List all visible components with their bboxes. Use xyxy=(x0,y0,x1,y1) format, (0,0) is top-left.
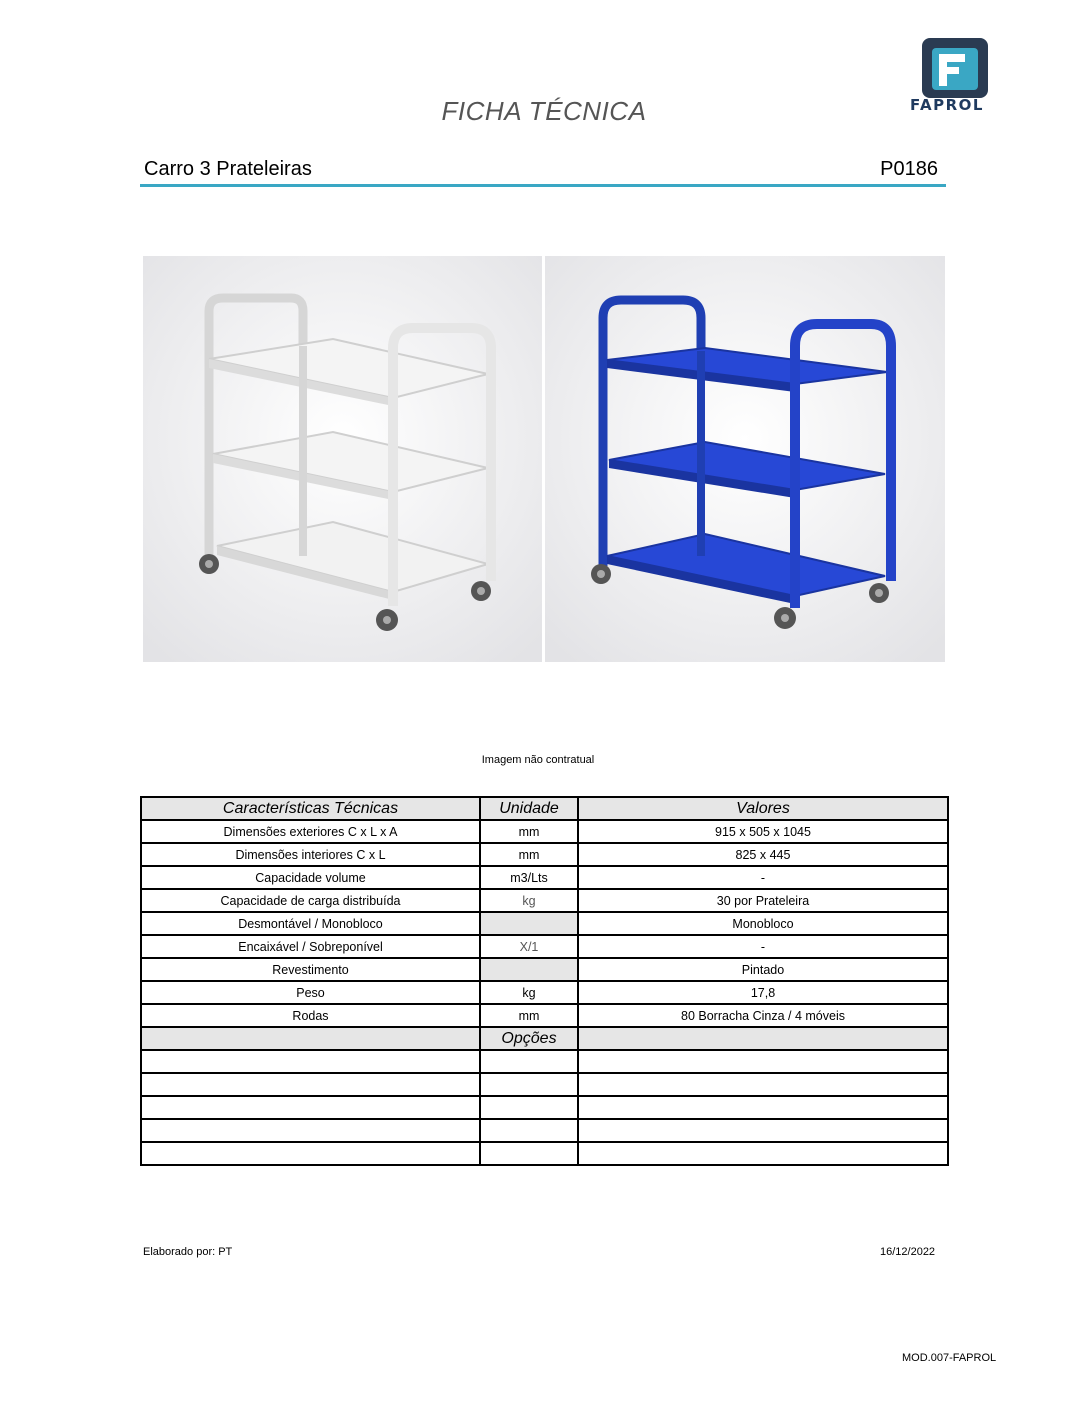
table-row xyxy=(141,935,948,958)
row-label: Dimensões interiores C x L xyxy=(141,843,480,866)
table-row xyxy=(141,912,948,935)
row-value: 80 Borracha Cinza / 4 móveis xyxy=(578,1004,948,1027)
row-value: - xyxy=(578,866,948,889)
options-empty-row xyxy=(141,1119,948,1142)
table-row xyxy=(141,1004,948,1027)
row-unit xyxy=(480,958,578,981)
options-empty-row xyxy=(141,1073,948,1096)
empty-cell xyxy=(578,1119,948,1142)
row-label: Desmontável / Monobloco xyxy=(141,912,480,935)
options-header-left xyxy=(141,1027,480,1050)
empty-cell xyxy=(141,1073,480,1096)
empty-cell xyxy=(480,1119,578,1142)
table-row xyxy=(141,843,948,866)
row-label: Revestimento xyxy=(141,958,480,981)
row-label: Capacidade volume xyxy=(141,866,480,889)
row-unit: m3/Lts xyxy=(480,866,578,889)
options-header-row xyxy=(141,1027,948,1050)
row-value: 17,8 xyxy=(578,981,948,1004)
row-unit: X/1 xyxy=(480,935,578,958)
empty-cell xyxy=(578,1142,948,1165)
options-empty-row xyxy=(141,1096,948,1119)
empty-cell xyxy=(578,1073,948,1096)
empty-cell xyxy=(141,1050,480,1073)
product-name: Carro 3 Prateleiras xyxy=(144,158,312,180)
options-empty-row xyxy=(141,1050,948,1073)
row-unit: mm xyxy=(480,1004,578,1027)
prepared-by: Elaborado por: PT xyxy=(143,1246,233,1258)
empty-cell xyxy=(480,1050,578,1073)
product-divider xyxy=(140,184,946,187)
empty-cell xyxy=(578,1096,948,1119)
spec-table xyxy=(140,796,949,1166)
row-label: Capacidade de carga distribuída xyxy=(141,889,480,912)
row-label: Peso xyxy=(141,981,480,1004)
options-header: Opções xyxy=(480,1027,578,1050)
row-label: Rodas xyxy=(141,1004,480,1027)
options-empty-row xyxy=(141,1142,948,1165)
row-label: Dimensões exteriores C x L x A xyxy=(141,820,480,843)
document-date: 16/12/2022 xyxy=(880,1246,936,1258)
header-unit: Unidade xyxy=(480,797,578,820)
header-values: Valores xyxy=(578,797,948,820)
product-header xyxy=(140,158,946,184)
row-value: Monobloco xyxy=(578,912,948,935)
document-title: FICHA TÉCNICA xyxy=(441,96,647,126)
row-unit: mm xyxy=(480,820,578,843)
spec-header-row xyxy=(141,797,948,820)
row-value: 825 x 445 xyxy=(578,843,948,866)
row-value: 915 x 505 x 1045 xyxy=(578,820,948,843)
options-header-right xyxy=(578,1027,948,1050)
product-photo-blue-cart xyxy=(545,256,945,662)
row-unit: kg xyxy=(480,889,578,912)
table-row xyxy=(141,981,948,1004)
table-row xyxy=(141,866,948,889)
image-disclaimer: Imagem não contratual xyxy=(481,754,595,766)
header-characteristics: Características Técnicas xyxy=(141,797,480,820)
form-code: MOD.007-FAPROL xyxy=(902,1352,997,1364)
product-code: P0186 xyxy=(880,158,938,180)
table-row xyxy=(141,958,948,981)
empty-cell xyxy=(578,1050,948,1073)
empty-cell xyxy=(141,1096,480,1119)
empty-cell xyxy=(480,1142,578,1165)
row-value: 30 por Prateleira xyxy=(578,889,948,912)
row-value: Pintado xyxy=(578,958,948,981)
product-photo-white-cart xyxy=(143,256,542,662)
table-row xyxy=(141,820,948,843)
row-label: Encaixável / Sobreponível xyxy=(141,935,480,958)
empty-cell xyxy=(141,1119,480,1142)
empty-cell xyxy=(480,1096,578,1119)
row-value: - xyxy=(578,935,948,958)
empty-cell xyxy=(480,1073,578,1096)
empty-cell xyxy=(141,1142,480,1165)
table-row xyxy=(141,889,948,912)
row-unit: mm xyxy=(480,843,578,866)
logo-wordmark: FAPROL xyxy=(910,96,984,114)
row-unit xyxy=(480,912,578,935)
row-unit: kg xyxy=(480,981,578,1004)
